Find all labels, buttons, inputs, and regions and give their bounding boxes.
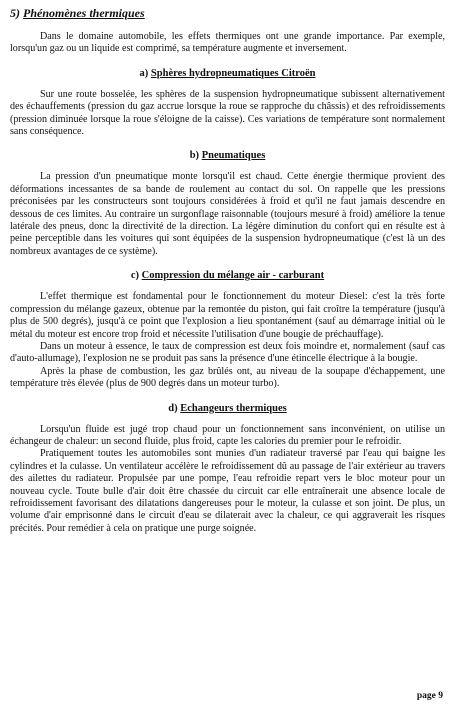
subsection-a-label: a) xyxy=(139,67,149,79)
subsection-a-heading xyxy=(10,68,445,79)
page-number: page 9 xyxy=(416,691,443,701)
subsection-a-paragraph: Sur une route bosselée, les sphères de la suspension hydropneumatique subissent alternativement des échauffements (pression du gaz accrue lorsque la roue se rapproche du châssis) et des refroidissements (pression diminuée lorsque la roue s'éloigne de la caisse). Ces variations de température sont normalement sans conséquence. xyxy=(10,88,445,138)
subsection-b-title: Pneumatiques xyxy=(201,150,266,162)
subsection-b-paragraph: La pression d'un pneumatique monte lorsqu'il est chaud. Cette énergie thermique provient des déformations incessantes de sa bande de roulement au contact du sol. On rappelle que les pressions préconisées par les constructeurs sont toujours considérées à froid et qu'il ne faut jamais descendre en dessous de ces limites. Au contraire un surgonflage raisonnable (toujours mesuré à froid) améliore la tenue latérale des pneus, donc la directivité de la direction. La légère diminution du confort qui en résulte est à peine perceptible dans les voitures qui sont équipées de la suspension hydropneumatique (c'est là un des nombreux avantages de ce système). xyxy=(10,171,445,257)
subsection-c-title: Compression du mélange air - carburant xyxy=(141,270,325,282)
subsection-d-paragraph-1: Lorsqu'un fluide est jugé trop chaud pour un fonctionnement sans inconvénient, on utilise un échangeur de chaleur: un second fluide, plus froid, capte les calories du premier pour le refroidir. xyxy=(10,423,445,447)
subsection-c-paragraph-3: Après la phase de combustion, les gaz brûlés ont, au niveau de la soupape d'échappement, une température très élevée (plus de 900 degrés dans un moteur turbo). xyxy=(10,365,445,390)
subsection-b-label: b) xyxy=(189,150,200,162)
subsection-d-paragraph-2: Pratiquement toutes les automobiles sont munies d'un radiateur traversé par l'eau qui baigne les cylindres et la culasse. Un ventilateur accélère le refroidissement dû au passage de l'air extérieur au travers des ailettes du radiateur. Propulsée par une pompe, l'eau refroidie repart vers le bloc moteur pour un nouveau cycle. Toute bulle d'air doit être chassée du circuit car elle entraînerait une absence locale de refroidissement favorisant des dilatations dangereuses pour le moteur, la culasse et son joint. De plus, un volume d'air emprisonné dans le circuit d'eau se dilaterait avec la chaleur, ce qui aggraverait les risques précités. Pour remédier à cela on pratique une purge soignée. xyxy=(10,448,445,534)
subsection-c-label: c) xyxy=(130,270,140,282)
section-number: 5) xyxy=(10,6,20,20)
subsection-d-heading xyxy=(10,403,445,414)
intro-paragraph: Dans le domaine automobile, les effets thermiques ont une grande importance. Par exemple, lorsqu'un gaz ou un liquide est comprimé, sa température augmente et inversement. xyxy=(10,31,445,55)
subsection-c-paragraph-1: L'effet thermique est fondamental pour le fonctionnement du moteur Diesel: c'est la très forte compression du mélange gazeux, obtenue par la remontée du piston, qui fait croître la température (jusqu'à plus de 500 degrés), jusqu'à ce point que l'explosion a lieu spontanément (sauf au démarrage initial où le métal du moteur est encore trop froid et nécessite l'utilisation d'une bougie de préchauffage). xyxy=(10,291,445,340)
subsection-c-heading xyxy=(10,270,445,281)
subsection-d-title: Echangeurs thermiques xyxy=(180,402,287,414)
section-title: Phénomènes thermiques xyxy=(23,6,145,20)
subsection-b-heading xyxy=(10,150,445,161)
subsection-d-label: d) xyxy=(168,402,178,414)
subsection-a-title: Sphères hydropneumatiques Citroën xyxy=(150,67,316,79)
subsection-c-paragraph-2: Dans un moteur à essence, le taux de compression est deux fois moindre et, normalement (sauf cas d'auto-allumage), l'explosion ne se produit pas sans la présence d'une étincelle électrique à la bougie. xyxy=(10,340,445,365)
section-heading xyxy=(10,6,445,21)
